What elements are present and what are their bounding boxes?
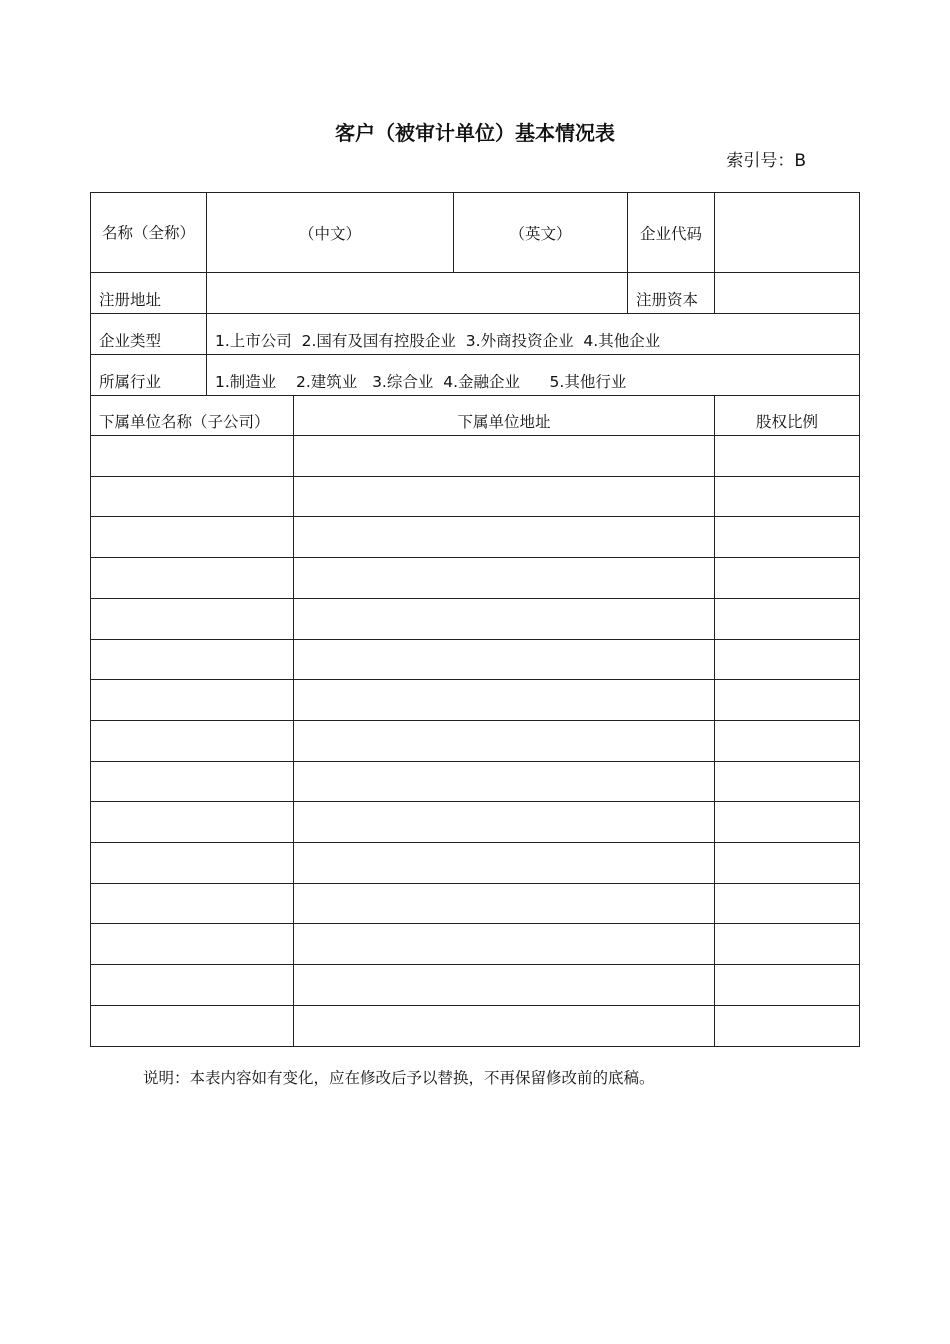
registered-capital-field[interactable] [715,273,859,314]
subsidiary-name-cell[interactable] [91,884,293,925]
subsidiary-name-cell[interactable] [91,680,293,721]
registered-address-field[interactable] [207,273,627,314]
grid-line [206,192,207,396]
subsidiary-address-cell[interactable] [294,599,714,640]
subsidiary-address-cell[interactable] [294,802,714,843]
subsidiary-name-cell[interactable] [91,843,293,884]
equity-ratio-cell[interactable] [715,721,859,762]
grid-line [90,557,860,558]
equity-ratio-cell[interactable] [715,1006,859,1047]
grid-line [627,192,628,314]
grid-line [90,964,860,965]
subsidiary-name-cell[interactable] [91,1006,293,1047]
grid-line [90,1005,860,1006]
grid-line [90,516,860,517]
subsidiary-address-cell[interactable] [294,558,714,599]
equity-ratio-cell[interactable] [715,680,859,721]
enterprise-code-label: 企业代码 [639,225,702,243]
grid-line [453,192,454,273]
subsidiary-address-cell[interactable] [294,843,714,884]
grid-line [90,923,860,924]
equity-ratio-cell[interactable] [715,802,859,843]
grid-line [859,192,860,1047]
equity-ratio-cell[interactable] [715,599,859,640]
enterprise-type-label: 企业类型 [99,332,162,350]
grid-line [90,801,860,802]
subsidiary-address-header: 下属单位地址 [457,413,551,431]
grid-line [90,476,860,477]
page-title: 客户（被审计单位）基本情况表 [335,121,615,145]
grid-line [90,192,91,1047]
name-english-field[interactable]: （英文） [509,225,572,243]
index-number: 索引号：B [726,151,806,171]
subsidiary-name-cell[interactable] [91,762,293,803]
name-label [91,193,206,273]
industry-options[interactable]: 1.制造业 2.建筑业 3.综合业 4.金融企业 5.其他行业 [215,373,627,391]
enterprise-code-field[interactable] [715,193,859,273]
grid-line [90,639,860,640]
enterprise-type-options[interactable]: 1.上市公司 2.国有及国有控股企业 3.外商投资企业 4.其他企业 [215,332,661,350]
grid-line [714,192,715,314]
subsidiary-name-cell[interactable] [91,924,293,965]
subsidiary-name-cell[interactable] [91,517,293,558]
equity-ratio-cell[interactable] [715,436,859,477]
subsidiary-name-header: 下属单位名称（子公司） [99,413,270,431]
name-chinese-field[interactable]: （中文） [298,225,361,243]
equity-ratio-cell[interactable] [715,884,859,925]
registered-address-label: 注册地址 [99,291,162,309]
grid-line [293,395,294,1047]
subsidiary-name-cell[interactable] [91,965,293,1006]
grid-line [714,395,715,1047]
subsidiary-name-cell[interactable] [91,802,293,843]
subsidiary-address-cell[interactable] [294,924,714,965]
equity-ratio-cell[interactable] [715,558,859,599]
grid-line [90,1046,860,1047]
equity-ratio-cell[interactable] [715,843,859,884]
subsidiary-address-cell[interactable] [294,1006,714,1047]
equity-ratio-cell[interactable] [715,640,859,681]
equity-ratio-cell[interactable] [715,762,859,803]
registered-capital-label: 注册资本 [636,291,699,309]
grid-line [90,761,860,762]
subsidiary-address-cell[interactable] [294,721,714,762]
footnote: 说明：本表内容如有变化，应在修改后予以替换，不再保留修改前的底稿。 [143,1069,655,1087]
subsidiary-name-cell[interactable] [91,599,293,640]
name-label-text: 名称（全称） [101,224,195,242]
equity-ratio-cell[interactable] [715,477,859,518]
subsidiary-address-cell[interactable] [294,517,714,558]
grid-line [90,679,860,680]
subsidiary-name-cell[interactable] [91,558,293,599]
grid-line [90,720,860,721]
subsidiary-address-cell[interactable] [294,965,714,1006]
subsidiary-address-cell[interactable] [294,436,714,477]
equity-ratio-cell[interactable] [715,924,859,965]
subsidiary-name-cell[interactable] [91,436,293,477]
industry-label: 所属行业 [99,373,162,391]
subsidiary-address-cell[interactable] [294,884,714,925]
grid-line [90,598,860,599]
subsidiary-address-cell[interactable] [294,680,714,721]
equity-ratio-cell[interactable] [715,517,859,558]
subsidiary-name-cell[interactable] [91,721,293,762]
equity-ratio-header: 股权比例 [755,413,818,431]
subsidiary-name-cell[interactable] [91,640,293,681]
grid-line [90,883,860,884]
subsidiary-address-cell[interactable] [294,762,714,803]
subsidiary-address-cell[interactable] [294,640,714,681]
grid-line [90,435,860,436]
subsidiary-name-cell[interactable] [91,477,293,518]
subsidiary-address-cell[interactable] [294,477,714,518]
grid-line [90,842,860,843]
equity-ratio-cell[interactable] [715,965,859,1006]
